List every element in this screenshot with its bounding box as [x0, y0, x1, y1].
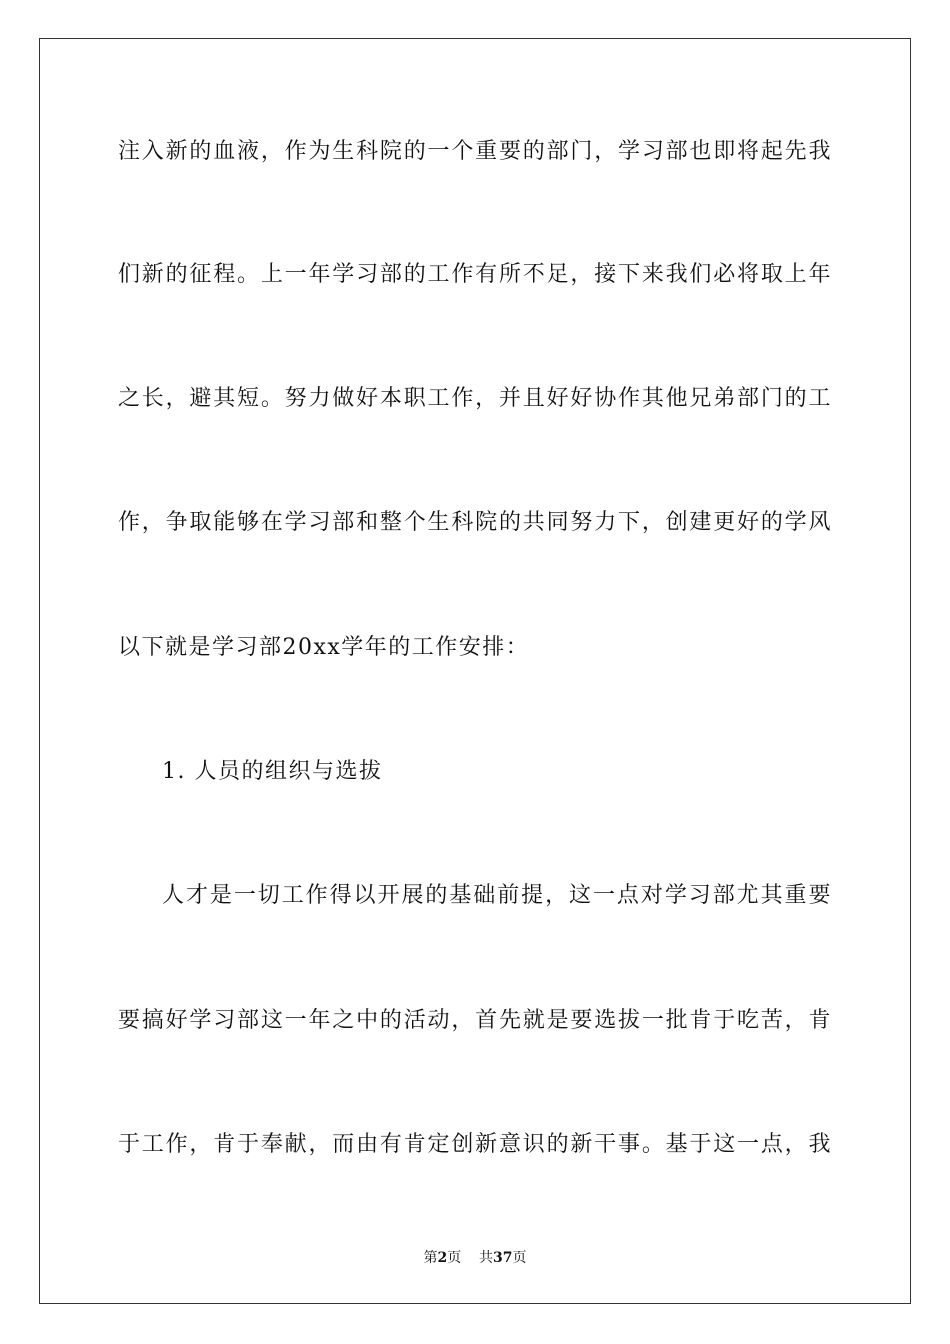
paragraph-line-3: 之长，避其短。努力做好本职工作，并且好好协作其他兄弟部门的工 [118, 386, 832, 411]
paragraph-line-1: 注入新的血液，作为生科院的一个重要的部门，学习部也即将起先我 [118, 139, 832, 164]
page-suffix: 页 [447, 1250, 462, 1266]
paragraph-line-4: 作，争取能够在学习部和整个生科院的共同努力下，创建更好的学风 [118, 510, 832, 535]
total-prefix: 共 [479, 1250, 494, 1266]
paragraph-line-5: 以下就是学习部20xx学年的工作安排： [118, 635, 530, 660]
page-border [39, 38, 911, 1304]
section-heading: 1. 人员的组织与选拔 [162, 759, 383, 784]
paragraph-line-8: 要搞好学习部这一年之中的活动，首先就是要选拔一批肯于吃苦，肯 [118, 1008, 832, 1033]
paragraph-line-9: 于工作，肯于奉献，而由有肯定创新意识的新干事。基于这一点，我 [118, 1132, 832, 1157]
page-number: 2 [437, 1250, 448, 1266]
paragraph-line-2: 们新的征程。上一年学习部的工作有所不足，接下来我们必将取上年 [118, 262, 832, 287]
total-pages: 37 [493, 1250, 513, 1266]
total-suffix: 页 [512, 1250, 527, 1266]
paragraph-line-7: 人才是一切工作得以开展的基础前提，这一点对学习部尤其重要 [162, 883, 832, 908]
page-footer [0, 1248, 950, 1268]
page-prefix: 第 [423, 1250, 438, 1266]
